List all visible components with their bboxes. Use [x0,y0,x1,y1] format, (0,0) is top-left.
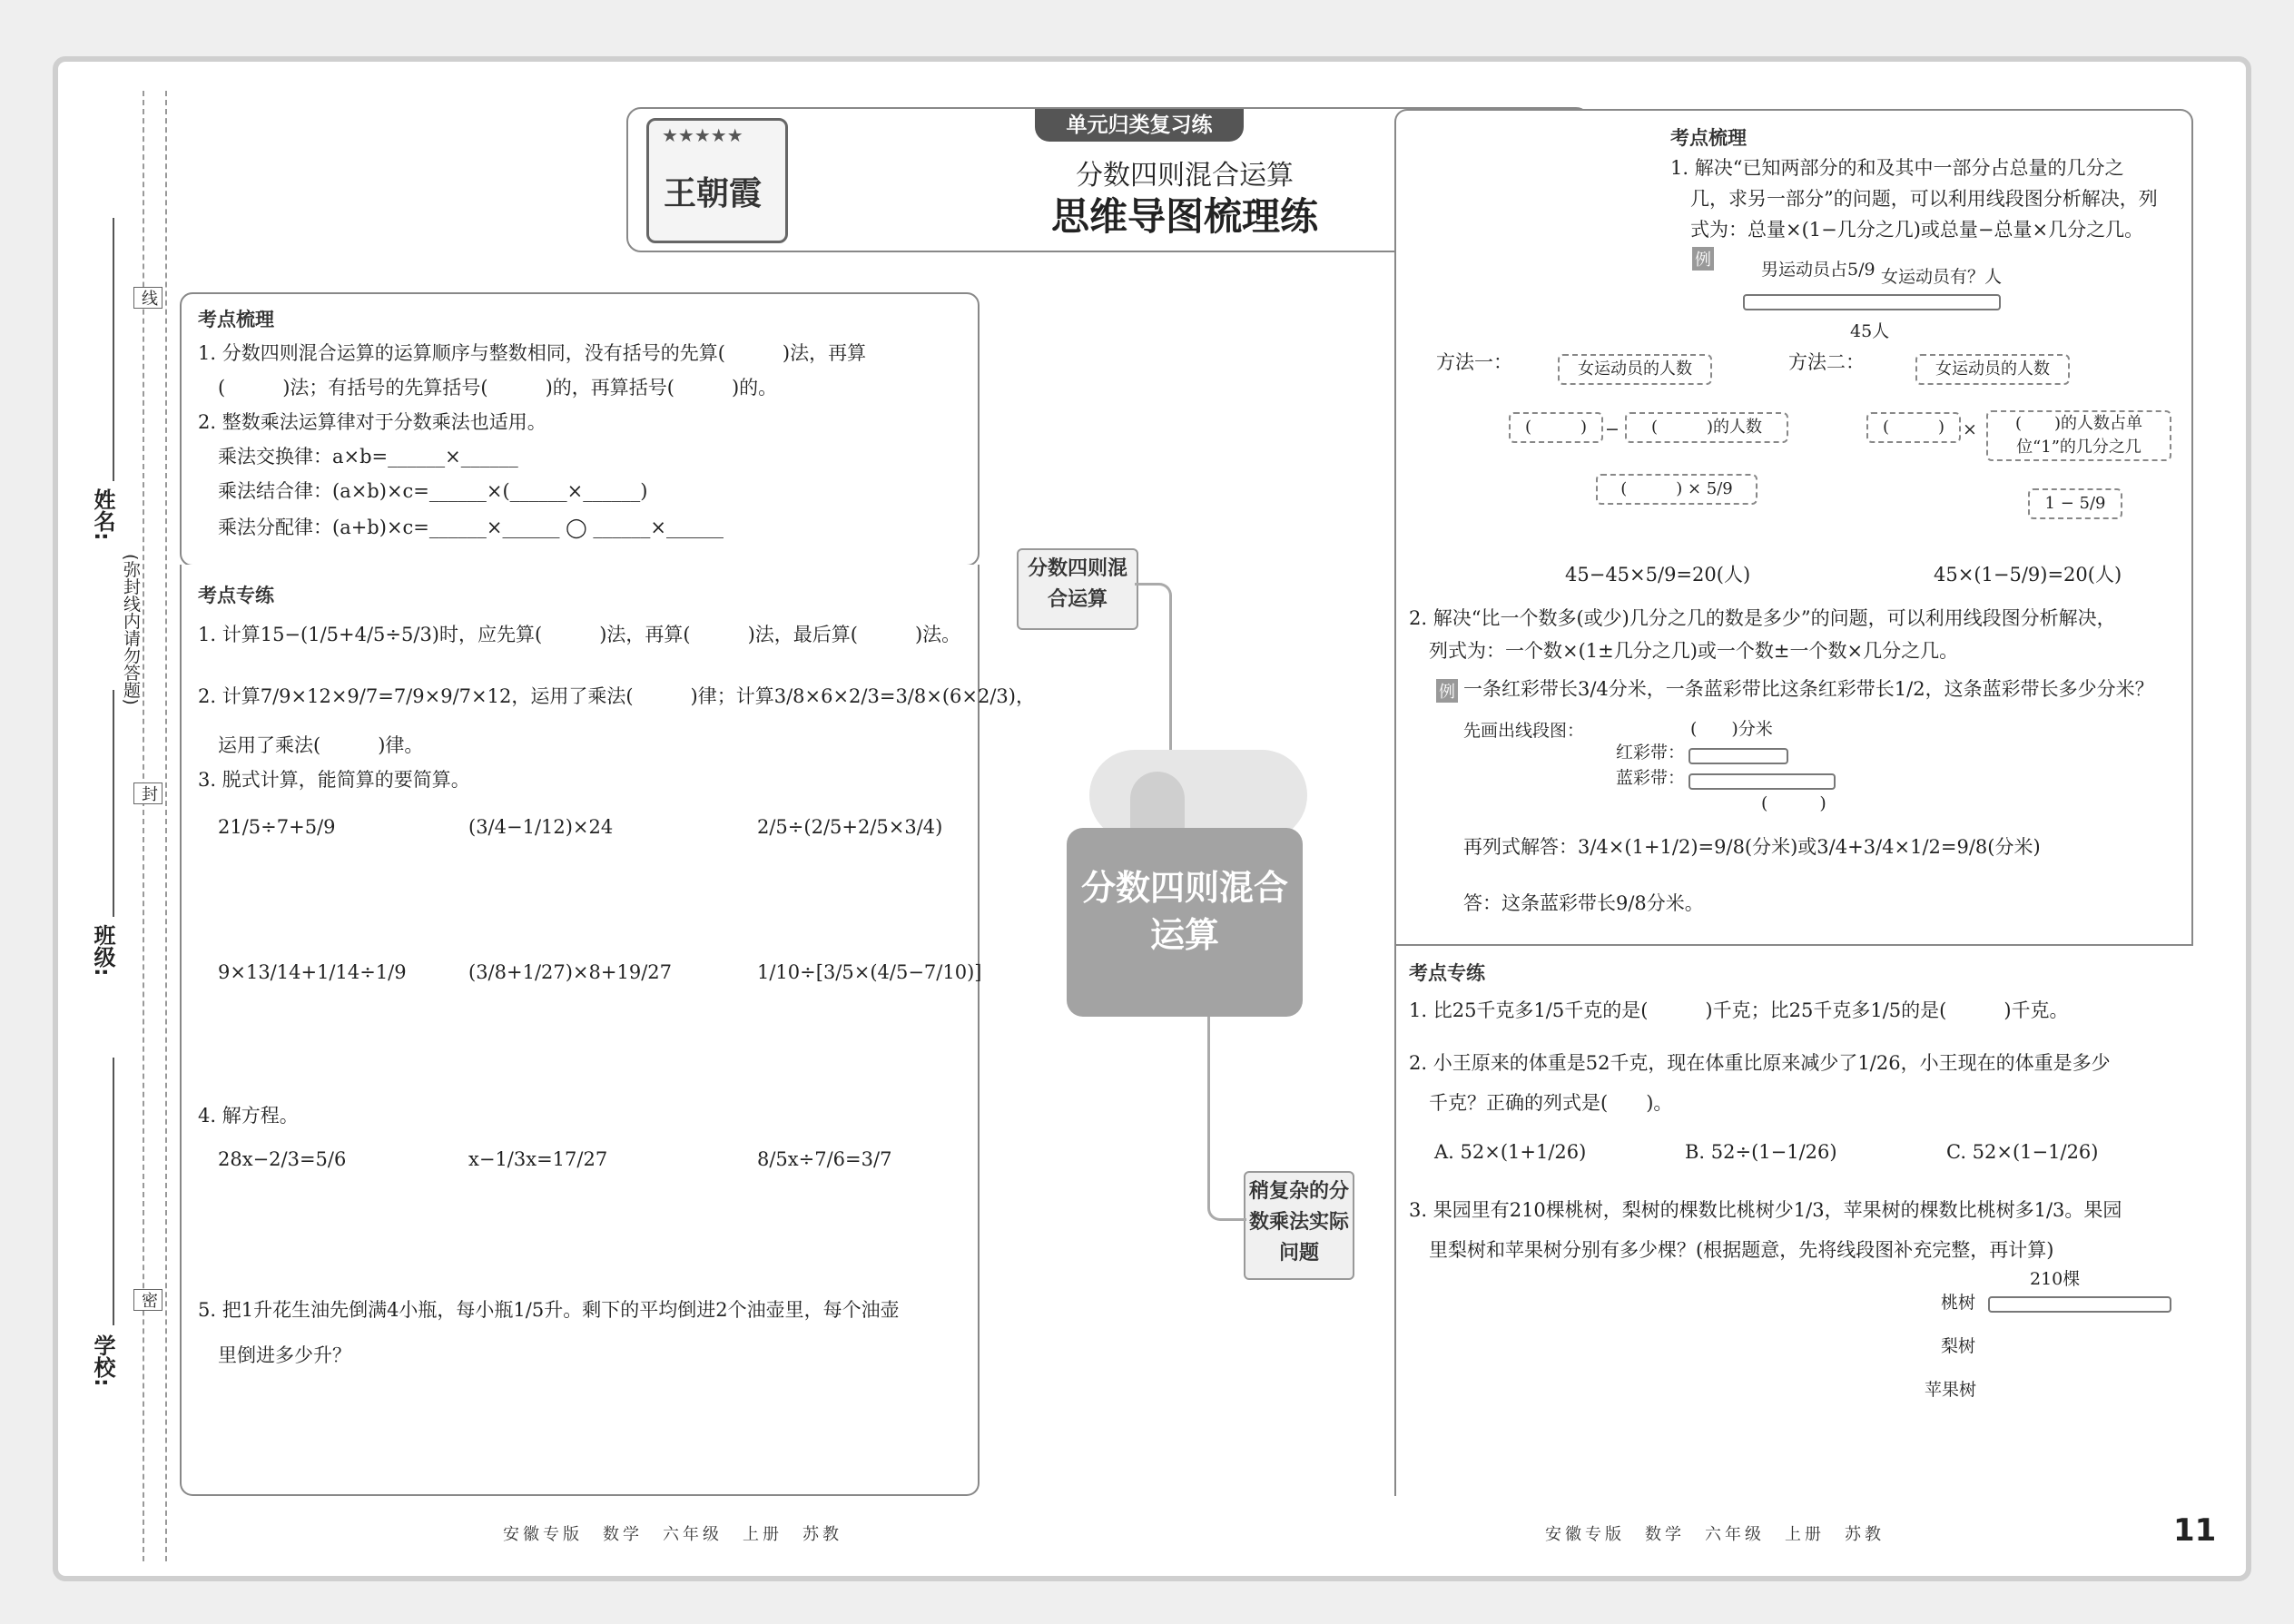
left-review-line-5: 乘法结合律：(a×b)×c=______×(______×______) [218,480,648,502]
class-label: 班级: [90,924,115,977]
left-review-line-1: 1. 分数四则混合运算的运算顺序与整数相同，没有括号的先算( )法，再算 [198,342,867,364]
seal-note: (弥封线内请勿答题) [121,554,141,705]
method2-label: 方法二： [1788,351,1865,373]
option-b: B. 52÷(1−1/26) [1685,1141,1837,1163]
right-p2b: 列式为：一个数×(1±几分之几)或一个数±一个数×几分之几。 [1429,640,1959,662]
right-practice-title: 考点专练 [1409,962,1485,984]
calc-5: (3/8+1/27)×8+19/27 [468,961,673,983]
binding-line-2 [165,91,167,1561]
header-tag: 单元归类复习练 [1035,109,1244,142]
left-practice-q5b: 里倒进多少升？ [218,1344,351,1366]
blue-bar [1689,773,1836,790]
left-review-line-4: 乘法交换律：a×b=______×______ [218,446,518,468]
right-practice-q2a: 2. 小王原来的体重是52千克，现在体重比原来减少了1/26，小王现在的体重是多少 [1409,1052,2111,1074]
apple-label: 苹果树 [1925,1380,1977,1400]
calc-4: 9×13/14+1/14÷1/9 [218,961,407,983]
peach-label: 桃树 [1941,1293,1976,1313]
class-line [113,690,114,917]
binding-mark-ding: 密 [133,1289,162,1311]
equation-3: 8/5x÷7/6=3/7 [757,1148,892,1170]
left-review-line-2: ( )法；有括号的先算括号( )的，再算括号( )的。 [218,377,778,399]
red-bar [1689,748,1788,764]
footer-left: 安徽专版 数学 六年级 上册 苏教 [503,1525,842,1544]
binding-line-1 [143,91,144,1561]
name-line [113,218,114,481]
right-practice-q1: 1. 比25千克多1/5千克的是( )千克；比25千克多1/5的是( )千克。 [1409,999,2069,1021]
method2-box-a: ( ) [1866,412,1961,443]
left-review-line-3: 2. 整数乘法运算律对于分数乘法也适用。 [198,411,546,433]
calc-6: 1/10÷[3/5×(4/5−7/10)] [757,961,982,983]
right-practice-q3a: 3. 果园里有210棵桃树，梨树的棵数比桃树少1/3，苹果树的棵数比桃树多1/3。果园 [1409,1199,2122,1221]
example-mark-1: 例 [1692,247,1714,271]
left-practice-q4: 4. 解方程。 [198,1105,299,1127]
right-practice-q2b: 千克？正确的列式是( )。 [1429,1092,1673,1114]
red-label: 红彩带： [1616,743,1686,763]
segment-bar-total [1743,294,2001,310]
left-review-title: 考点梳理 [198,309,274,330]
pear-label: 梨树 [1941,1336,1976,1356]
method1-formula: 45−45×5/9=20(人) [1565,564,1751,586]
mindmap-node-top: 分数四则混合运算 [1017,548,1138,630]
method1-box-c: ( ) × 5/9 [1596,474,1757,505]
seg-total: 45人 [1850,321,1890,341]
method2-times: × [1963,419,1977,439]
logo-stars: ★★★★★ [662,124,743,146]
calc-3: 2/5÷(2/5+2/5×3/4) [757,816,943,838]
left-practice-q2a: 2. 计算7/9×12×9/7=7/9×9/7×12，运用了乘法( )律；计算3/8×6×2/3=3/8×(6×2/3)， [198,685,1035,707]
method2-root: 女运动员的人数 [1915,354,2070,385]
method1-label: 方法一： [1436,351,1512,373]
name-label: 姓名: [90,488,115,541]
right-p2a: 2. 解决“比一个数多(或少)几分之几的数是多少”的问题，可以利用线段图分析解决， [1409,607,2116,629]
calc-1: 21/5÷7+5/9 [218,816,336,838]
option-c: C. 52×(1−1/26) [1946,1141,2099,1163]
binding-mark-seal: 封 [133,782,162,804]
header-title: 思维导图梳理练 [1050,194,1318,239]
left-practice-q5a: 5. 把1升花生油先倒满4小瓶，每小瓶1/5升。剩下的平均倒进2个油壶里，每个油壶 [198,1299,900,1321]
mindmap-node-bottom: 稍复杂的分数乘法实际问题 [1244,1171,1354,1280]
cartoon-cloud [1089,750,1307,841]
right-practice-q3b: 里梨树和苹果树分别有多少棵？(根据题意，先将线段图补充完整，再计算) [1429,1239,2054,1261]
right-answer: 答：这条蓝彩带长9/8分米。 [1463,892,1704,914]
school-label: 学校: [90,1334,115,1387]
left-review-line-6: 乘法分配律：(a+b)×c=______×______ ◯ ______×______ [218,517,724,538]
right-review-title: 考点梳理 [1670,127,1747,149]
footer-right: 安徽专版 数学 六年级 上册 苏教 [1545,1525,1885,1544]
right-p1c: 式为：总量×(1−几分之几)或总量−总量×几分之几。 [1690,219,2144,241]
equation-1: 28x−2/3=5/6 [218,1148,347,1170]
left-practice-q2b: 运用了乘法( )律。 [218,734,424,756]
calc-2: (3/4−1/12)×24 [468,816,614,838]
seg-top-right: 女运动员有？人 [1881,267,2003,287]
blue-label: 蓝彩带： [1616,768,1686,788]
left-practice-q1: 1. 计算15−(1/5+4/5÷5/3)时，应先算( )法，再算( )法，最后算( )法。 [198,624,961,645]
right-p1a: 1. 解决“已知两部分的和及其中一部分占总量的几分之 [1670,157,2124,179]
binding-mark-line: 线 [133,287,162,309]
left-practice-q3: 3. 脱式计算，能简算的要简算。 [198,769,470,791]
equation-2: x−1/3x=17/27 [468,1148,608,1170]
left-practice-title: 考点专练 [198,585,274,606]
example-mark-2: 例 [1436,679,1458,703]
seg-top-left: 男运动员占5/9 [1761,260,1876,280]
right-draw: 先画出线段图： [1463,721,1585,741]
method1-minus: − [1605,419,1620,439]
peach-bar [1988,1296,2171,1313]
connector-bottom [1207,1017,1246,1221]
option-a: A. 52×(1+1/26) [1434,1141,1587,1163]
right-p1b: 几，求另一部分”的问题，可以利用线段图分析解决，列 [1690,188,2158,210]
school-line [113,1058,114,1325]
logo [646,118,788,243]
cartoon-figure [1130,772,1185,835]
method1-box-a: ( ) [1509,412,1603,443]
mindmap-center: 分数四则混合运算 [1067,828,1303,1017]
method2-formula: 45×(1−5/9)=20(人) [1934,564,2122,586]
blue-blank: ( ) [1761,793,1826,813]
right-unit: ( )分米 [1690,719,1773,739]
seg-210-label: 210棵 [2030,1269,2081,1289]
method1-box-b: ( )的人数 [1625,412,1788,443]
method2-box-b: ( )的人数占单位“1”的几分之几 [1986,410,2171,461]
right-solve: 再列式解答：3/4×(1+1/2)=9/8(分米)或3/4+3/4×1/2=9/8(分米) [1463,836,2041,858]
right-ex2: 一条红彩带长3/4分米，一条蓝彩带比这条红彩带长1/2，这条蓝彩带长多少分米？ [1463,678,2154,700]
logo-text: 王朝霞 [664,174,763,212]
method2-box-c: 1 − 5/9 [2028,488,2122,519]
method1-root: 女运动员的人数 [1558,354,1712,385]
page-number: 11 [2173,1512,2217,1549]
header-subtitle: 分数四则混合运算 [1076,160,1294,192]
